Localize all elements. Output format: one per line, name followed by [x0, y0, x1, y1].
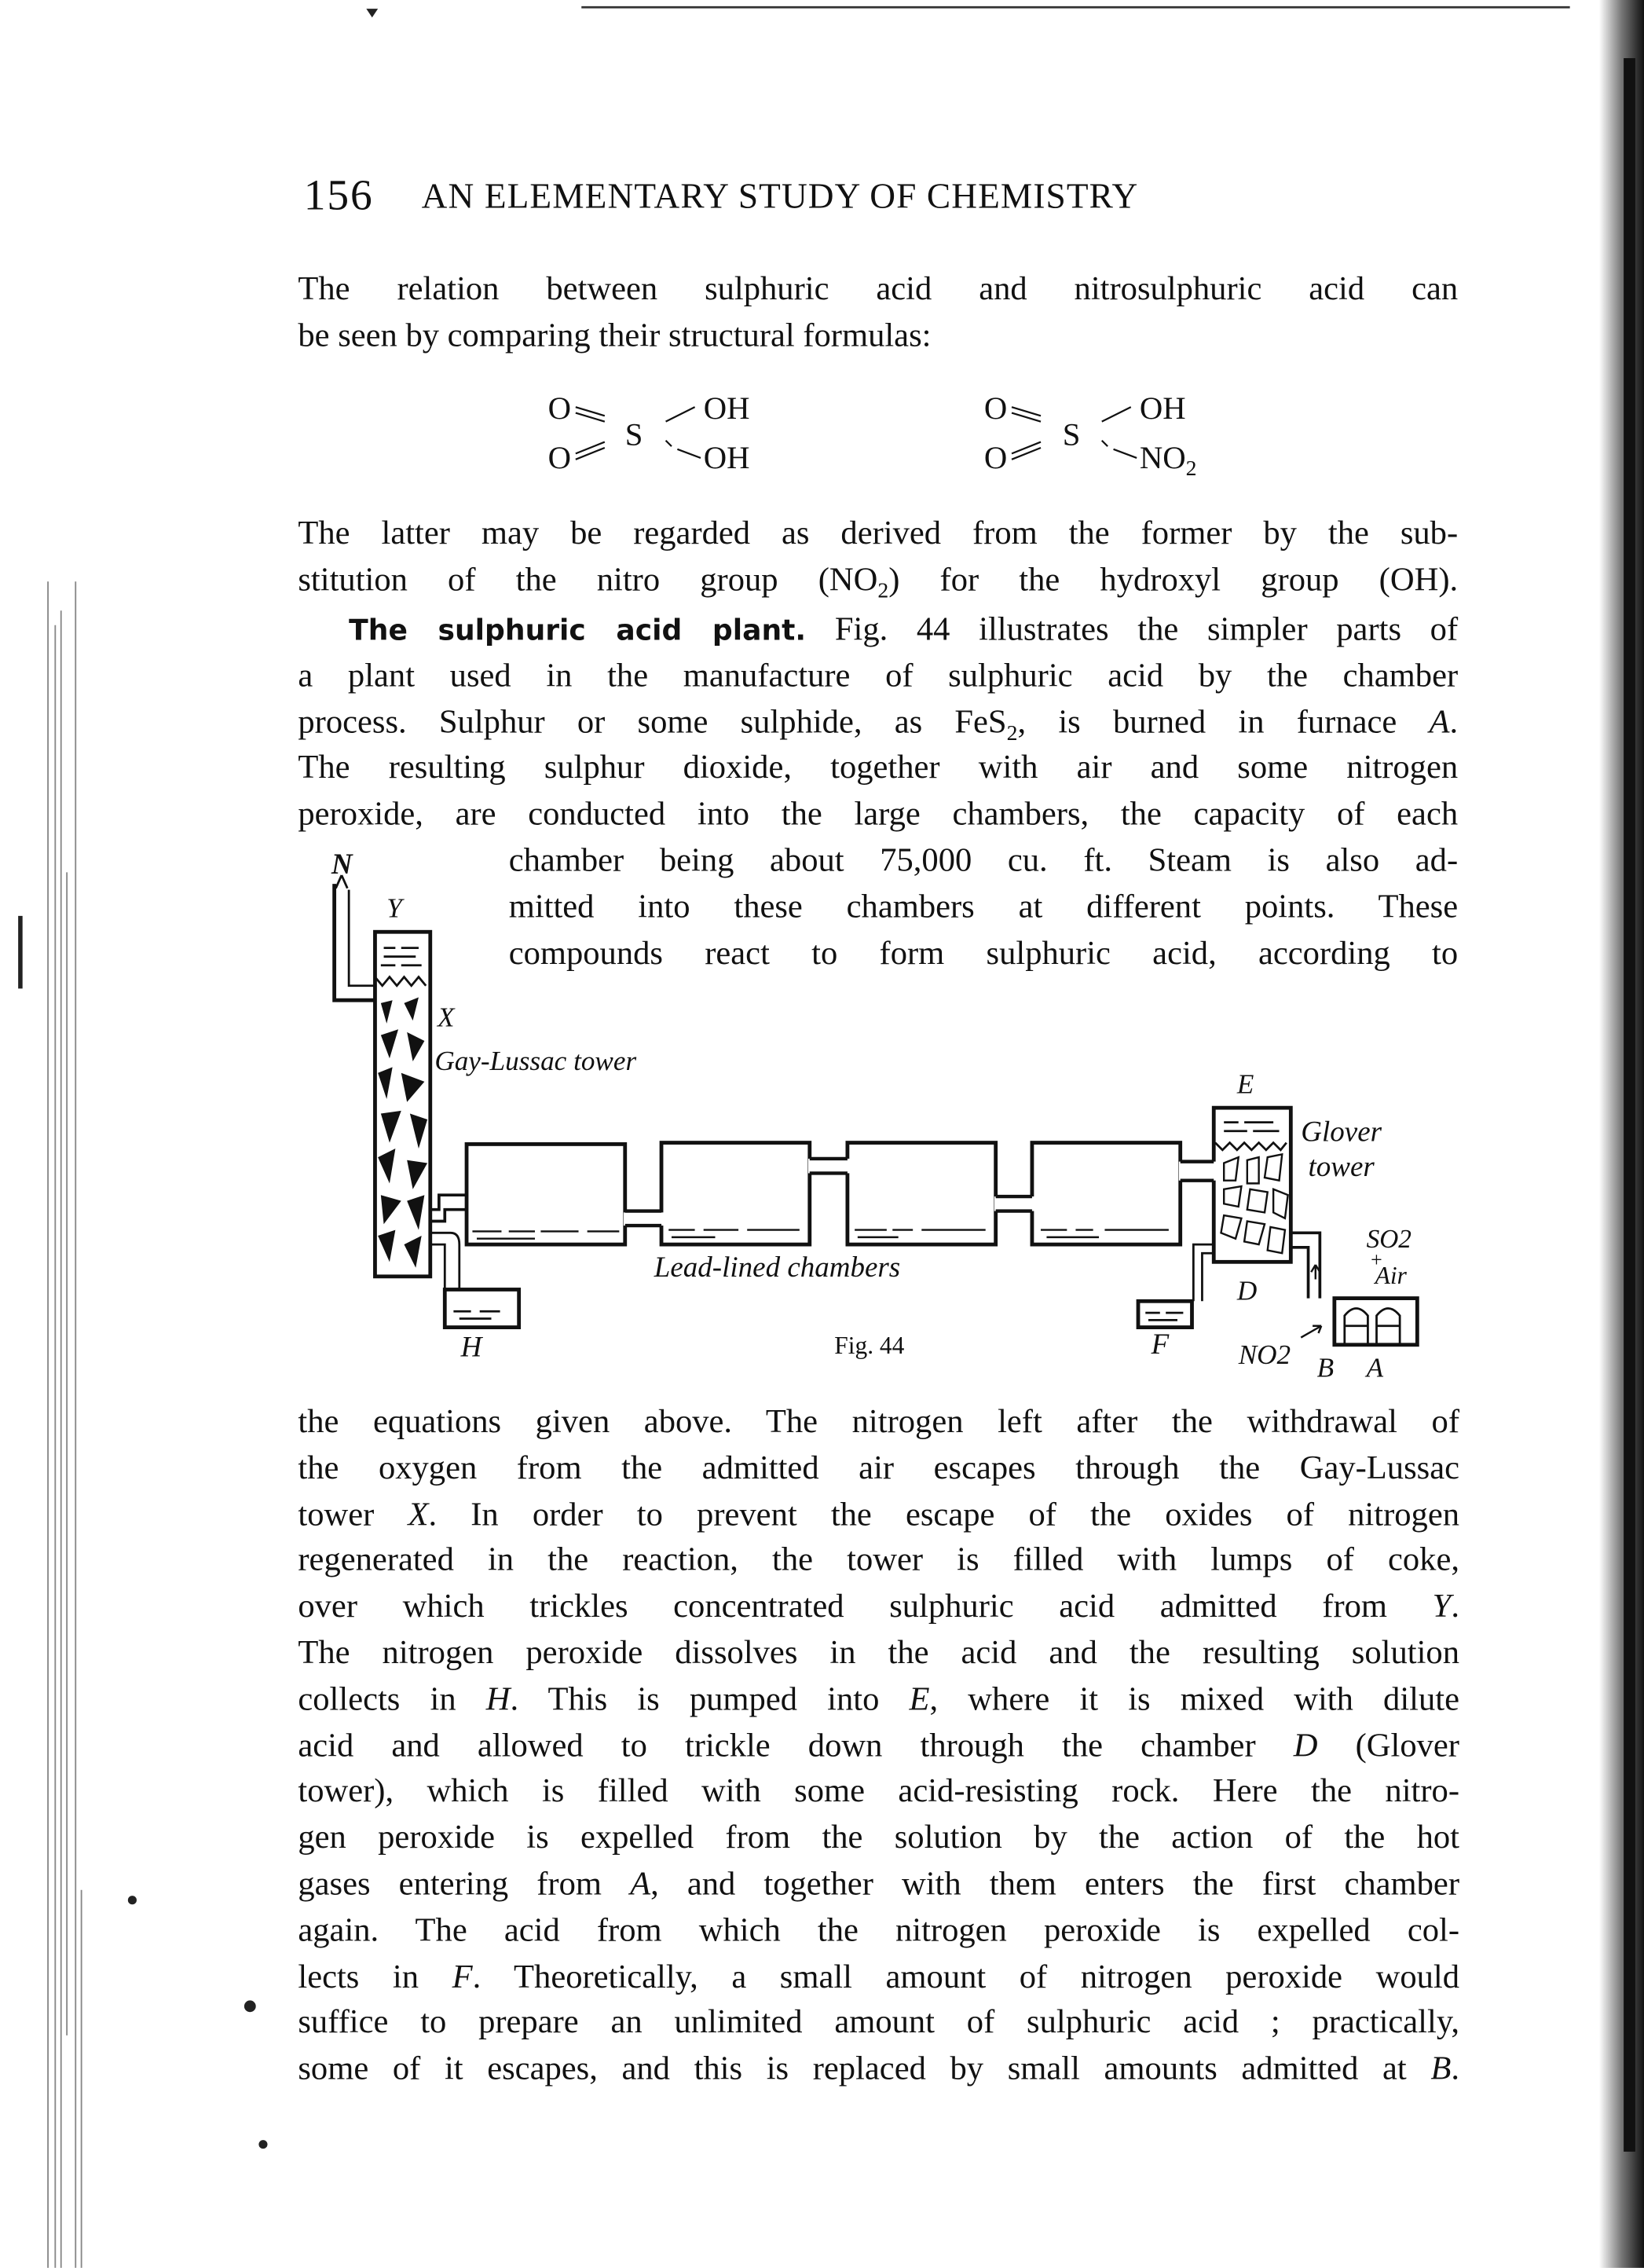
label-x: X [438, 1002, 455, 1033]
text-line [298, 1398, 1459, 1445]
italic-letter: B [1430, 2050, 1452, 2087]
label-h: H [460, 1331, 482, 1364]
text-run: peroxide, are conducted into the large chambers, the capacity of each [298, 795, 1459, 832]
text-run: gases entering from [298, 1865, 631, 1902]
text-run: lects in [298, 1957, 452, 1995]
subscript: 2 [1006, 721, 1018, 746]
text-run: The relation between sulphuric acid and nitrosulphuric acid can [298, 270, 1459, 307]
page-number: 156 [303, 171, 374, 220]
formula-group: OH [1139, 389, 1186, 427]
chamber-connectors [625, 1159, 1214, 1226]
text-run: (Glover [1317, 1726, 1460, 1763]
text-run: The resulting sulphur dioxide, together with air and some nitrogen [298, 749, 1459, 786]
label-e: E [1236, 1068, 1254, 1100]
formula-group: OH [703, 389, 750, 427]
italic-letter: D [1293, 1726, 1318, 1763]
text-line [298, 1999, 1459, 2046]
label-no2: NO2 [1238, 1339, 1291, 1370]
text-run: collects in [298, 1680, 486, 1717]
coke-lumps [378, 998, 427, 1268]
subscript: 2 [877, 580, 889, 603]
text-run: suffice to prepare an unlimited amount of sulphuric acid ; practically, [298, 2003, 1460, 2041]
text-run: The latter may be regarded as derived from the former by the sub- [298, 515, 1459, 551]
text-run: process. Sulphur or some sulphide, as FeS [298, 702, 1007, 740]
text-run: gen peroxide is expelled from the solution by the action of the hot [298, 1819, 1460, 1856]
text-run: , where it is mixed with dilute [929, 1680, 1460, 1717]
italic-letter: F [452, 1957, 473, 1995]
text-line [298, 1584, 1459, 1630]
text-run: Fig. 44 illustrates the simpler parts of [806, 610, 1459, 647]
formula-group-text: NO [1139, 438, 1186, 476]
text-line [298, 2046, 1459, 2092]
text-line [298, 1861, 1459, 1907]
figure-caption: Fig. 44 [834, 1331, 905, 1359]
italic-letter: A [1429, 702, 1450, 740]
label-lead-lined-chambers: Lead-lined chambers [654, 1251, 901, 1284]
text-run: some of it escapes, and this is replaced by small amounts admitted at [298, 2050, 1431, 2087]
formula-atom: O [547, 389, 572, 427]
text-run: be seen by comparing their structural formulas: [298, 317, 932, 354]
formula-atom: O [983, 389, 1008, 427]
text-run: . This is pumped into [510, 1680, 910, 1717]
text-run: stitution of the nitro group (NO [298, 560, 878, 598]
italic-letter: E [909, 1680, 930, 1717]
text-run: The nitrogen peroxide dissolves in the acid and the resulting solution [298, 1634, 1460, 1671]
italic-letter: Y [1432, 1588, 1452, 1625]
formula-atom: O [547, 438, 572, 476]
text-line [298, 1537, 1459, 1584]
label-a: A [1366, 1352, 1384, 1383]
text-run: chamber being about 75,000 cu. ft. Steam is also ad- [508, 841, 1459, 878]
text-line [298, 1491, 1459, 1537]
label-d: D [1236, 1275, 1258, 1306]
formula-atom: S [1062, 416, 1081, 453]
text-run: regenerated in the reaction, the tower is filled with lumps of coke, [298, 1541, 1460, 1578]
label-air: Air [1375, 1262, 1407, 1290]
text-run: tower), which is filled with some acid-resisting rock. Here the nitro- [298, 1772, 1460, 1809]
text-run: . [1451, 2050, 1460, 2087]
acid-tank-h [445, 1289, 518, 1327]
text-run: over which trickles concentrated sulphuric acid admitted from [298, 1588, 1433, 1625]
text-run: tower [298, 1495, 408, 1532]
text-run: the equations given above. The nitrogen left after the withdrawal of [298, 1402, 1460, 1440]
text-line [298, 1722, 1459, 1768]
text-run: the oxygen from the admitted air escapes through the Gay-Lussac [298, 1449, 1460, 1486]
acid-levels [472, 1230, 1168, 1239]
run-in-heading: The sulphuric acid plant. [349, 613, 807, 647]
formula-atom: S [624, 416, 643, 453]
italic-letter: A [630, 1865, 651, 1902]
text-run: a plant used in the manufacture of sulphuric acid by the chamber [298, 657, 1459, 694]
text-run: acid and allowed to trickle down through the chamber [298, 1726, 1294, 1763]
text-run: . In order to prevent the escape of the oxides of nitrogen [428, 1495, 1460, 1532]
formula-subscript: 2 [1185, 457, 1197, 482]
text-line [298, 1629, 1459, 1676]
text-run: . [1449, 702, 1459, 740]
text-line [298, 1953, 1459, 1999]
label-y: Y [386, 892, 402, 924]
label-so2: SO2 [1366, 1224, 1411, 1254]
text-run: compounds react to form sulphuric acid, according to [508, 934, 1459, 971]
text-line [298, 1445, 1459, 1491]
acid-resisting-rocks [1221, 1154, 1288, 1253]
text-run: , is burned in furnace [1017, 702, 1430, 740]
text-run: ) for the hydroxyl group (OH). [888, 560, 1459, 598]
text-line [298, 1768, 1459, 1815]
acid-tank-f [1138, 1301, 1192, 1327]
text-run: . [1451, 1588, 1460, 1625]
running-head: AN ELEMENTARY STUDY OF CHEMISTRY [421, 177, 1139, 217]
label-plus: + [1371, 1248, 1382, 1271]
text-line [298, 1676, 1459, 1722]
text-run: mitted into these chambers at different points. These [508, 888, 1459, 925]
italic-letter: X [408, 1495, 429, 1532]
label-gay-lussac-tower: Gay-Lussac tower [434, 1046, 637, 1077]
paragraph-3-continued [298, 1398, 1459, 2092]
acid-reservoir-y [375, 948, 426, 986]
text-line [298, 1907, 1459, 1954]
text-run: , and together with them enters the first chamber [650, 1865, 1460, 1902]
formula-atom: O [983, 438, 1008, 476]
text-line [298, 1815, 1459, 1861]
text-run: again. The acid from which the nitrogen peroxide is expelled col- [298, 1911, 1460, 1948]
label-glover-tower: tower [1308, 1151, 1375, 1184]
text-run: . Theoretically, a small amount of nitrogen peroxide would [472, 1957, 1460, 1995]
nitrogen-outlet-pipe [335, 875, 375, 1000]
label-f: F [1151, 1328, 1170, 1361]
formula-group: OH [703, 438, 750, 476]
label-glover: Glover [1301, 1116, 1382, 1149]
label-n: N [331, 848, 353, 881]
label-b: B [1316, 1352, 1335, 1383]
italic-letter: H [485, 1680, 511, 1717]
